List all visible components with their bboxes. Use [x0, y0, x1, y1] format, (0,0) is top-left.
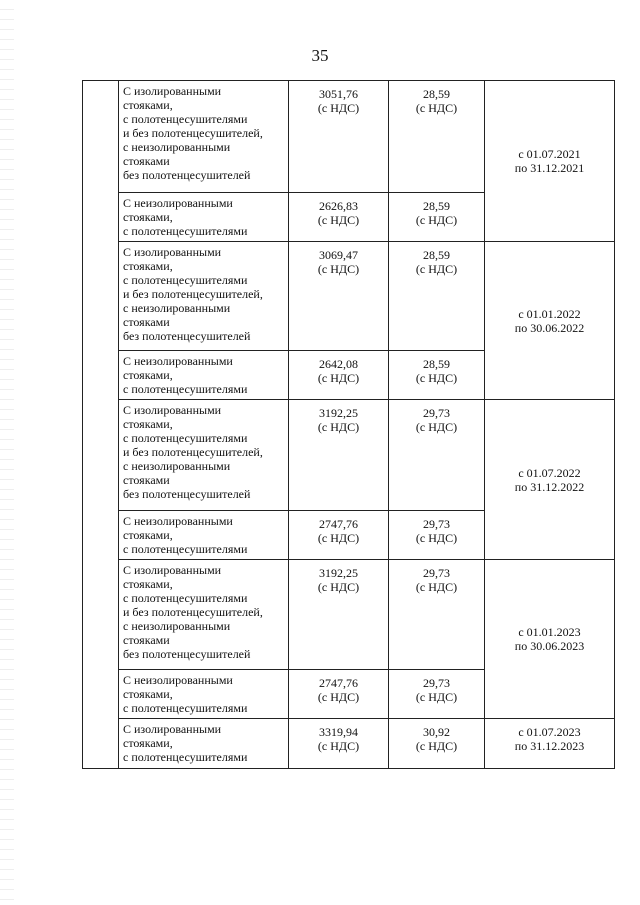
- description-line: с полотенцесушителями: [123, 542, 248, 556]
- vat-note: (с НДС): [317, 213, 360, 227]
- description-line: стояками: [123, 633, 170, 647]
- period-from: с 01.07.2021: [518, 147, 581, 161]
- rate-cell: [389, 670, 485, 719]
- rate-value: 28,59: [423, 199, 450, 213]
- table-row: [83, 400, 615, 511]
- period-cell: [485, 81, 615, 242]
- price-cell: [289, 351, 389, 400]
- description-line: С неизолированными: [123, 196, 233, 210]
- description-line: и без полотенцесушителей,: [123, 287, 263, 301]
- rate-value: 28,59: [423, 357, 450, 371]
- vat-note: (с НДС): [317, 262, 360, 276]
- price-cell: [289, 719, 389, 769]
- vat-note: (с НДС): [317, 371, 360, 385]
- period-to: по 30.06.2022: [514, 320, 585, 335]
- description-line: с полотенцесушителями: [123, 273, 248, 287]
- price-value: 3319,94: [319, 725, 358, 739]
- rate-value: 29,73: [423, 517, 450, 531]
- description-line: С изолированными: [123, 403, 222, 417]
- description-line: С неизолированными: [123, 673, 233, 687]
- description-line: с неизолированными: [123, 140, 231, 154]
- period-from: с 01.01.2023: [518, 625, 581, 639]
- rate-cell: [389, 719, 485, 769]
- vat-note: (с НДС): [415, 262, 458, 276]
- description-cell: [119, 511, 289, 560]
- price-value: 2626,83: [319, 199, 358, 213]
- vat-note: (с НДС): [317, 739, 360, 753]
- description-line: стояками,: [123, 528, 173, 542]
- description-line: без полотенцесушителей: [123, 487, 251, 501]
- description-line: без полотенцесушителей: [123, 647, 251, 661]
- price-value: 2747,76: [319, 517, 358, 531]
- description-line: С изолированными: [123, 563, 222, 577]
- description-line: стояками,: [123, 259, 173, 273]
- description-line: и без полотенцесушителей,: [123, 605, 263, 619]
- vat-note: (с НДС): [415, 531, 458, 545]
- number-column-cell: [83, 81, 119, 769]
- rate-value: 30,92: [423, 725, 450, 739]
- period-cell: [485, 560, 615, 719]
- price-value: 3069,47: [319, 248, 358, 262]
- description-cell: [119, 670, 289, 719]
- price-value: 3192,25: [319, 406, 358, 420]
- rate-cell: [389, 81, 485, 193]
- description-line: С изолированными: [123, 84, 222, 98]
- price-value: 2642,08: [319, 357, 358, 371]
- description-line: с полотенцесушителями: [123, 431, 248, 445]
- table-row: [83, 242, 615, 351]
- vat-note: (с НДС): [317, 420, 360, 434]
- price-cell: [289, 560, 389, 670]
- description-cell: [119, 242, 289, 351]
- description-cell: [119, 400, 289, 511]
- description-cell: [119, 193, 289, 242]
- description-line: с полотенцесушителями: [123, 112, 248, 126]
- description-line: и без полотенцесушителей,: [123, 445, 263, 459]
- rate-value: 29,73: [423, 676, 450, 690]
- price-cell: [289, 193, 389, 242]
- scan-margin-marks: [0, 0, 14, 905]
- rate-cell: [389, 400, 485, 511]
- description-line: С изолированными: [123, 722, 222, 736]
- description-line: с неизолированными: [123, 459, 231, 473]
- description-line: с неизолированными: [123, 619, 231, 633]
- description-line: без полотенцесушителей: [123, 329, 251, 343]
- description-line: без полотенцесушителей: [123, 168, 251, 182]
- description-line: стояками,: [123, 687, 173, 701]
- period-from: с 01.01.2022: [518, 306, 581, 321]
- period-to: по 30.06.2023: [514, 639, 585, 653]
- description-line: стояками: [123, 473, 170, 487]
- description-line: с полотенцесушителями: [123, 382, 248, 396]
- description-line: стояками,: [123, 368, 173, 382]
- vat-note: (с НДС): [415, 420, 458, 434]
- tariff-table: [82, 80, 615, 769]
- period-from: с 01.07.2022: [518, 465, 581, 480]
- vat-note: (с НДС): [415, 580, 458, 594]
- description-line: С неизолированными: [123, 354, 233, 368]
- description-line: с полотенцесушителями: [123, 701, 248, 715]
- description-line: стояками,: [123, 736, 173, 750]
- rate-value: 28,59: [423, 248, 450, 262]
- period-from: с 01.07.2023: [518, 725, 581, 739]
- vat-note: (с НДС): [415, 101, 458, 115]
- vat-note: (с НДС): [415, 690, 458, 704]
- description-line: стояками,: [123, 98, 173, 112]
- table-row: [83, 560, 615, 670]
- page-number: 35: [311, 46, 329, 65]
- period-cell: [485, 242, 615, 400]
- vat-note: (с НДС): [317, 580, 360, 594]
- rate-value: 29,73: [423, 406, 450, 420]
- description-cell: [119, 560, 289, 670]
- period-to: по 31.12.2021: [514, 161, 585, 175]
- vat-note: (с НДС): [317, 690, 360, 704]
- rate-cell: [389, 351, 485, 400]
- period-cell: [485, 719, 615, 769]
- rate-value: 28,59: [423, 87, 450, 101]
- price-value: 3192,25: [319, 566, 358, 580]
- price-cell: [289, 511, 389, 560]
- description-line: С изолированными: [123, 245, 222, 259]
- price-cell: [289, 670, 389, 719]
- description-line: с полотенцесушителями: [123, 591, 248, 605]
- rate-cell: [389, 193, 485, 242]
- description-line: стояками: [123, 315, 170, 329]
- description-line: стояками,: [123, 417, 173, 431]
- period-cell: [485, 400, 615, 560]
- description-cell: [119, 81, 289, 193]
- rate-cell: [389, 511, 485, 560]
- rate-cell: [389, 560, 485, 670]
- description-line: с полотенцесушителями: [123, 224, 248, 238]
- vat-note: (с НДС): [415, 371, 458, 385]
- description-line: стояками,: [123, 577, 173, 591]
- price-cell: [289, 81, 389, 193]
- description-line: и без полотенцесушителей,: [123, 126, 263, 140]
- period-to: по 31.12.2023: [514, 739, 585, 753]
- period-to: по 31.12.2022: [514, 479, 585, 494]
- price-value: 3051,76: [319, 87, 358, 101]
- vat-note: (с НДС): [317, 101, 360, 115]
- description-cell: [119, 351, 289, 400]
- description-line: с полотенцесушителями: [123, 750, 248, 764]
- price-cell: [289, 242, 389, 351]
- vat-note: (с НДС): [415, 739, 458, 753]
- description-line: стояками: [123, 154, 170, 168]
- price-cell: [289, 400, 389, 511]
- vat-note: (с НДС): [415, 213, 458, 227]
- rate-cell: [389, 242, 485, 351]
- description-line: С неизолированными: [123, 514, 233, 528]
- description-line: с неизолированными: [123, 301, 231, 315]
- price-value: 2747,76: [319, 676, 358, 690]
- table-row: [83, 81, 615, 193]
- table-row: [83, 719, 615, 769]
- vat-note: (с НДС): [317, 531, 360, 545]
- description-cell: [119, 719, 289, 769]
- description-line: стояками,: [123, 210, 173, 224]
- rate-value: 29,73: [423, 566, 450, 580]
